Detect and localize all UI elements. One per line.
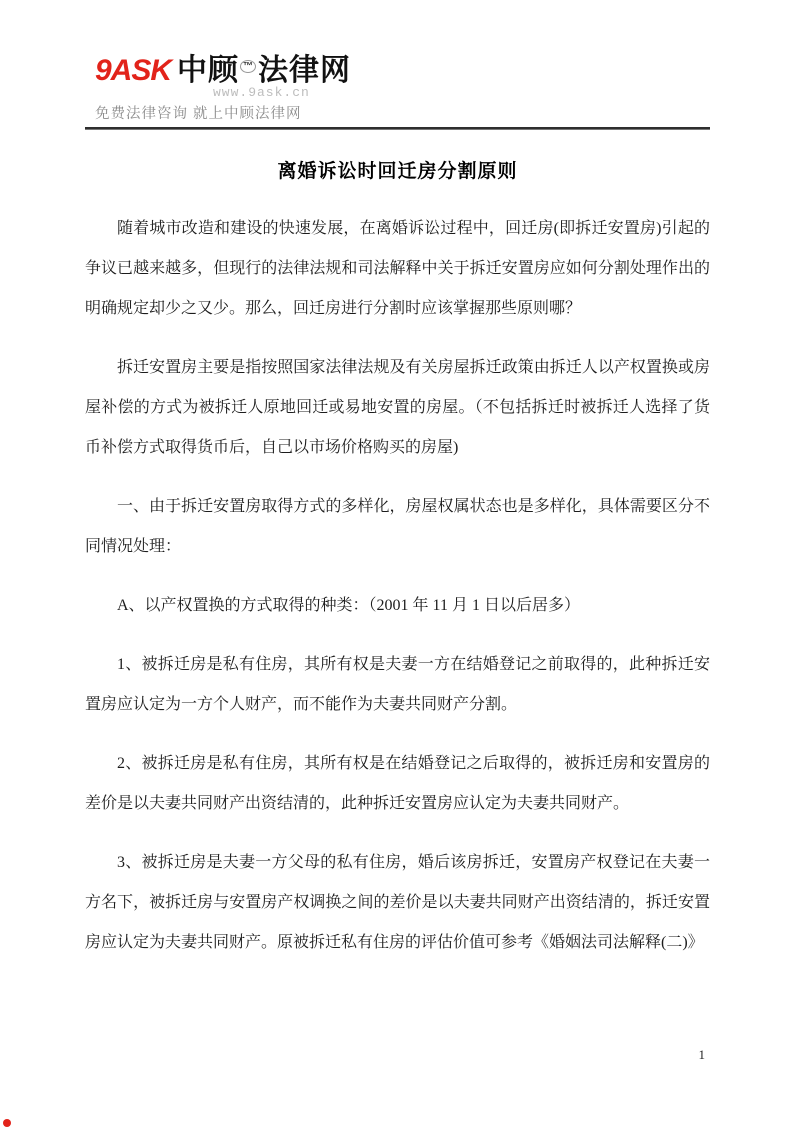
logo-wordmark <box>95 50 710 88</box>
paragraph-section-a: A、以产权置换的方式取得的种类：（2001 年 11 月 1 日以后居多） <box>117 597 580 614</box>
document-body <box>0 156 792 963</box>
paragraph-section-1: 一、由于拆迁安置房取得方式的多样化，房屋权属状态也是多样化，具体需要区分不同情况处理： <box>85 498 710 555</box>
paragraph-intro: 随着城市改造和建设的快速发展，在离婚诉讼过程中，回迁房(即拆迁安置房)引起的争议已越来越多，但现行的法律法规和司法解释中关于拆迁安置房应如何分割处理作出的明确规定却少之又少。那么，回迁房进行分割时应该掌握那些原则哪？ <box>85 220 710 317</box>
page-number: 1 <box>698 1047 705 1062</box>
paragraph-item-3: 3、被拆迁房是夫妻一方父母的私有住房，婚后该房拆迁，安置房产权登记在夫妻一方名下，被拆迁房与安置房产权调换之间的差价是以夫妻共同财产出资结清的，拆迁安置房应认定为夫妻共同财产。原被拆迁私有住房的评估价值可参考《婚姻法司法解释(二)》 <box>85 854 710 951</box>
logo-falvwang-text: 法律网 <box>258 54 352 87</box>
page-title: 离婚诉讼时回迁房分割原则 <box>277 161 518 182</box>
header-divider <box>85 127 710 130</box>
logo-tagline: 免费法律咨询 就上中顾法律网 <box>95 106 302 122</box>
paragraph-item-1: 1、被拆迁房是私有住房，其所有权是夫妻一方在结婚登记之前取得的，此种拆迁安置房应认定为一方个人财产，而不能作为夫妻共同财产分割。 <box>85 656 710 713</box>
logo-url: www.9ask.cn <box>213 85 310 100</box>
paragraph-definition: 拆迁安置房主要是指按照国家法律法规及有关房屋拆迁政策由拆迁人以产权置换或房屋补偿的方式为被拆迁人原地回迁或易地安置的房屋。（不包括拆迁时被拆迁人选择了货币补偿方式取得货币后，自己以市场价格购买的房屋) <box>85 359 710 456</box>
trademark-icon: ™ <box>240 60 256 73</box>
logo-9ask-text: 9ASK <box>95 54 172 87</box>
site-header <box>0 0 792 130</box>
logo-question-dot-icon <box>3 1119 11 1127</box>
logo-zhonggu-text: 中顾 <box>177 54 240 87</box>
9ask-logo <box>95 50 710 99</box>
paragraph-item-2: 2、被拆迁房是私有住房，其所有权是在结婚登记之后取得的，被拆迁房和安置房的差价是以夫妻共同财产出资结清的，此种拆迁安置房应认定为夫妻共同财产。 <box>85 755 710 812</box>
